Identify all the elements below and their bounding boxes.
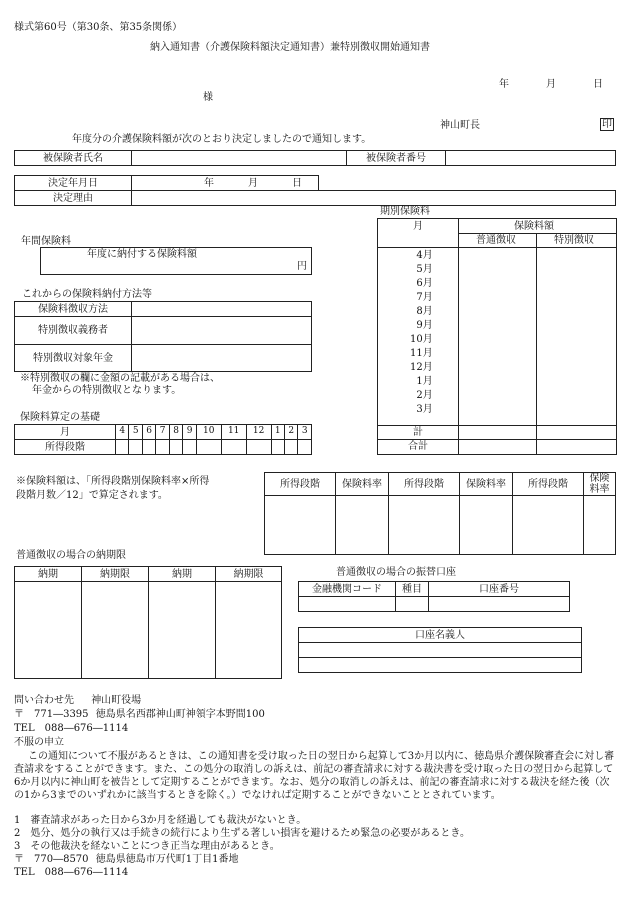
periodic-total-label: 合計 (408, 441, 428, 452)
deadline-header: 納期限 (216, 567, 282, 582)
appeal-title: 不服の申立 (14, 737, 64, 748)
date-month-label: 月 (546, 79, 556, 90)
contact-label: 問い合わせ先 (14, 695, 74, 706)
periodic-amount-header: 保険料額 (514, 221, 554, 232)
basis-month: 9 (183, 425, 196, 440)
periodic-special-header: 特別徴収 (554, 235, 594, 246)
periodic-month: 3月 (416, 404, 433, 415)
method-table (14, 301, 312, 372)
decision-date-value: 年 月 日 (132, 176, 319, 191)
method-row-label: 保険料徴収方法 (15, 302, 132, 317)
method-note-line2: 年金からの特別徴収となります。 (32, 385, 182, 396)
decision-reason-label: 決定理由 (15, 191, 132, 206)
seal-mark: 印 (602, 119, 612, 130)
intro-text: 年度分の介護保険料額が次のとおり決定しましたので通知します。 (72, 134, 372, 145)
periodic-section-title: 期別保険料 (380, 206, 430, 217)
method-section-title: これからの保険料納付方法等 (22, 289, 152, 300)
basis-month: 6 (142, 425, 155, 440)
account-holder-label: 口座名義人 (299, 628, 582, 643)
insured-name-label: 被保険者氏名 (15, 151, 132, 166)
rate-header: 所得段階 (513, 473, 584, 496)
periodic-month: 10月 (410, 334, 433, 345)
periodic-month: 5月 (416, 264, 433, 275)
periodic-month-header: 月 (413, 221, 423, 232)
appeal-item: 2 処分、処分の執行又は手続きの続行により生ずる著しい損害を避けるため緊急の必要があるとき。 (14, 828, 470, 839)
contact-address-line (14, 709, 265, 721)
appeal-item: 1 審査請求があった日から3か月を経過しても裁決がないとき。 (14, 815, 307, 826)
transfer-bank-code-header: 金融機関コード (299, 582, 396, 597)
appeal-item: 3 その他裁決を経ないことにつき正当な理由があるとき。 (14, 841, 280, 852)
date-day-label: 日 (593, 79, 603, 90)
basis-month: 1 (271, 425, 284, 440)
formula-line1: ※保険料額は、「所得段階別保険料率×所得 (16, 476, 210, 487)
periodic-month: 9月 (416, 320, 433, 331)
contact-address: 徳島県名西郡神山町神領字本野間100 (95, 709, 265, 720)
periodic-table (377, 218, 617, 455)
deadlines-table (14, 566, 282, 679)
periodic-month: 12月 (410, 362, 433, 373)
periodic-month: 11月 (410, 348, 433, 359)
basis-month-label: 月 (15, 425, 116, 440)
account-holder-table (298, 627, 582, 673)
rate-header: 所得段階 (265, 473, 336, 496)
basis-month: 2 (285, 425, 298, 440)
addressee-label: 様 (203, 92, 213, 103)
document-title: 納入通知書（介護保険料額決定通知書）兼特別徴収開始通知書 (150, 42, 430, 53)
basis-month: 11 (221, 425, 246, 440)
insured-number-value (446, 151, 616, 166)
insured-name-value (132, 151, 347, 166)
appeal-address: 徳島県徳島市万代町1丁目1番地 (95, 854, 239, 865)
form-number: 様式第60号（第30条、第35条関係） (14, 22, 183, 33)
deadline-header: 納期 (15, 567, 82, 582)
rate-header: 保険料率 (336, 473, 389, 496)
issuer-name: 神山町長 (440, 120, 480, 131)
rate-table (264, 472, 616, 555)
basis-section-title: 保険料算定の基礎 (20, 412, 100, 423)
contact-office: 神山町役場 (91, 695, 142, 706)
periodic-subtotal-label: 計 (413, 427, 423, 438)
appeal-address-line (14, 854, 238, 866)
method-row-label: 特別徴収対象年金 (15, 345, 132, 372)
periodic-month: 6月 (416, 278, 433, 289)
contact-postal: 〒 771―3395 (14, 709, 89, 720)
annual-premium-label: 年度に納付する保険料額 (87, 249, 197, 260)
periodic-normal-header: 普通徴収 (476, 235, 516, 246)
periodic-month-list (410, 249, 433, 417)
deadline-header: 納期限 (82, 567, 149, 582)
deadline-header: 納期 (149, 567, 216, 582)
periodic-month: 1月 (416, 376, 433, 387)
basis-month: 3 (298, 425, 312, 440)
periodic-month: 7月 (416, 292, 433, 303)
basis-month: 8 (169, 425, 182, 440)
rate-header: 所得段階 (389, 473, 460, 496)
basis-month: 7 (156, 425, 169, 440)
rate-header: 保険料率 (584, 473, 616, 496)
transfer-table (298, 581, 570, 612)
annual-premium-box (40, 247, 312, 275)
basis-month: 4 (116, 425, 129, 440)
basis-month: 5 (129, 425, 142, 440)
insured-number-label: 被保険者番号 (347, 151, 446, 166)
transfer-section-title: 普通徴収の場合の振替口座 (336, 567, 456, 578)
method-row-label: 特別徴収義務者 (15, 317, 132, 345)
annual-premium-unit: 円 (297, 261, 307, 272)
transfer-account-number-header: 口座番号 (429, 582, 570, 597)
contact-tel: TEL 088―676―1114 (14, 723, 129, 734)
basis-table (14, 424, 312, 455)
decision-date-label: 決定年月日 (15, 176, 132, 191)
appeal-tel: TEL 088―676―1114 (14, 867, 129, 878)
appeal-body: この通知について不服があるときは、この通知書を受け取った日の翌日から起算して3か月以内に、徳島県介護保険審査会に対し審査請求をすることができます。また、この処分の取消しの訴えは、前記の審査請求に対する裁決書を受け取った日の翌日から起算して6か月以内に神山町を被告として定期することができます。なお、処分の取消しの訴えは、前記の審査請求に対する裁決を経た後（次の1から3までのいずれかに該当するときを除く。）でなければ定期することができないこととされています。 (14, 751, 615, 801)
basis-month: 12 (246, 425, 271, 440)
periodic-month: 2月 (416, 390, 433, 401)
formula-line2: 段階月数／12」で算定されます。 (16, 490, 168, 501)
periodic-month: 8月 (416, 306, 433, 317)
periodic-month: 4月 (416, 250, 433, 261)
annual-section-title: 年間保険料 (21, 236, 71, 247)
transfer-type-header: 種目 (396, 582, 429, 597)
rate-header: 保険料率 (460, 473, 513, 496)
appeal-postal: 〒 770―8570 (14, 854, 89, 865)
method-note-line1: ※特別徴収の欄に金額の記載がある場合は、 (20, 373, 220, 384)
decision-reason-value (132, 191, 616, 206)
contact-block (14, 695, 141, 707)
date-year-label: 年 (499, 79, 509, 90)
deadlines-section-title: 普通徴収の場合の納期限 (16, 550, 126, 561)
basis-income-label: 所得段階 (15, 440, 116, 455)
basis-month: 10 (196, 425, 221, 440)
insured-table (14, 150, 616, 166)
decision-table (14, 175, 616, 206)
